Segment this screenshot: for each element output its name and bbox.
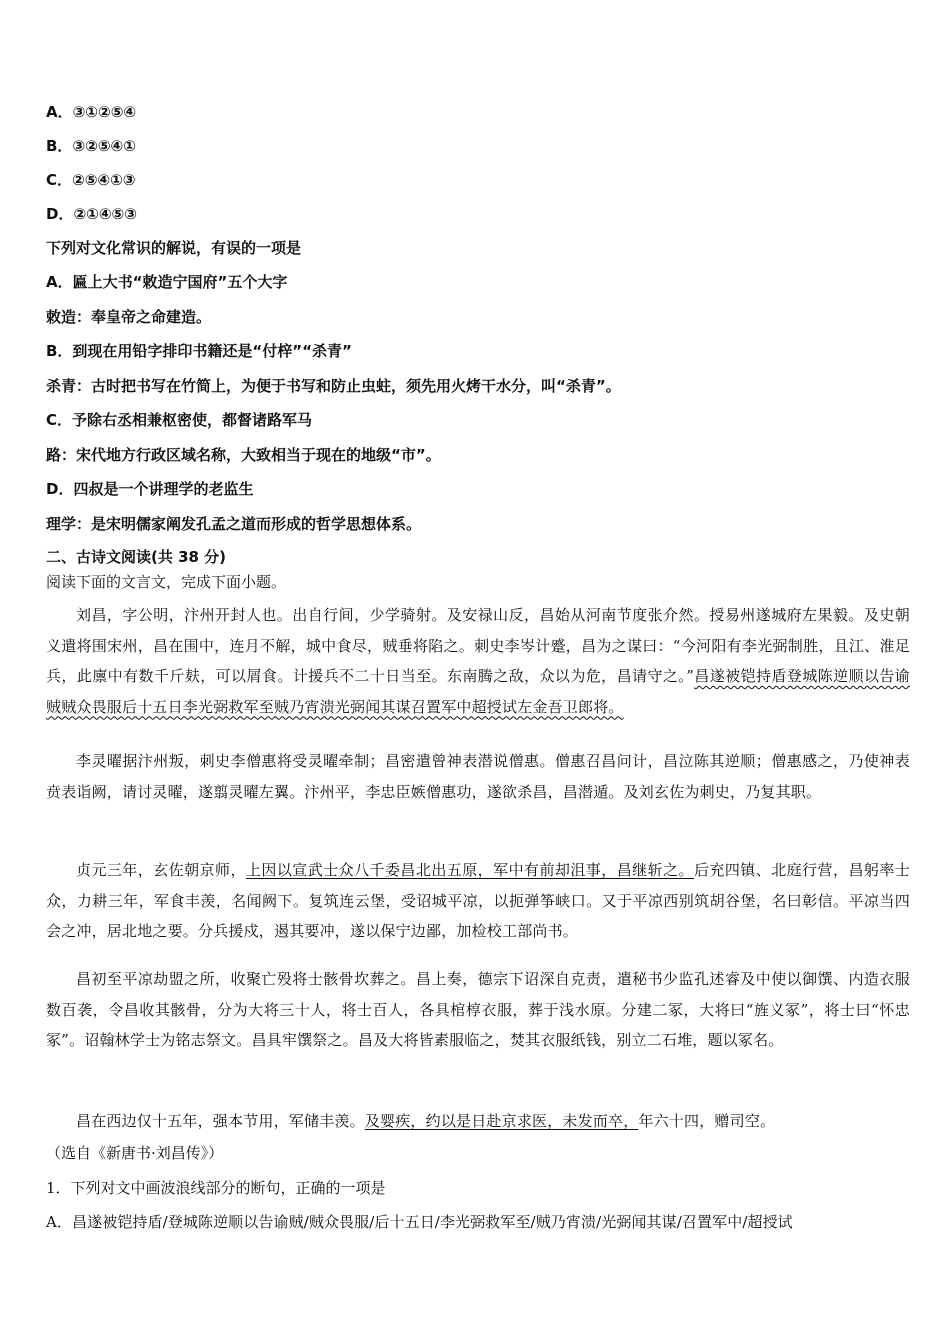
- passage-paragraph-3: [46, 855, 910, 947]
- option-b-prev: B．③②⑤④①: [46, 137, 136, 155]
- underlined-sentence-1: 上因以宣武士众八千委昌北出五原，军中有前却沮事，昌继斩之。: [245, 861, 694, 879]
- culture-note-b: 杀青：古时把书写在竹简上，为便于书写和防止虫蛀，须先用火烤干水分，叫“杀青”。: [46, 377, 621, 395]
- passage-p5-post: 年六十四，赠司空。: [638, 1112, 776, 1130]
- culture-question-stem: 下列对文化常识的解说，有误的一项是: [46, 239, 302, 257]
- culture-note-d: 理学：是宋明儒家阐发孔孟之道而形成的哲学思想体系。: [46, 515, 422, 533]
- question-1-stem: 1．下列对文中画波浪线部分的断句，正确的一项是: [46, 1179, 386, 1197]
- option-d-prev: D．②①④⑤③: [46, 205, 137, 223]
- passage-paragraph-5: [46, 1106, 910, 1137]
- passage-paragraph-4: 昌初至平凉劫盟之所，收聚亡殁将士骸骨坎葬之。昌上奏，德宗下诏深自克责，遣秘书少监孔述睿及中使以御馔、内造衣服数百袭，令昌收其骸骨，分为大将三十人，将士百人，各具棺椁衣服，葬于浅水原。分建二冢，大将曰“旌义冢”，将士曰“怀忠冢”。诏翰林学士为铭志祭文。昌具牢馔祭之。昌及大将皆素服临之，焚其衣服纸钱，别立二石堆，题以冢名。: [46, 970, 910, 1049]
- culture-option-c: C．予除右丞相兼枢密使，都督诸路军马: [46, 411, 313, 429]
- section-instruction: 阅读下面的文言文，完成下面小题。: [46, 573, 287, 591]
- passage-p1-main: 刘昌，字公明，汴州开封人也。出自行间，少学骑射。及安禄山反，昌始从河南节度张介然。授易州遂城府左果毅。及史朝义遣将围宋州，昌在围中，连月不解，城中食尽，贼垂将陷之。刺史李岑计蹙，昌为之谋曰：“今河阳有李光弼制胜，且江、淮足兵，此廪中有数千斤麸，可以屑食。计援兵不二十日当至。东南腾之敌，众以为危，昌请守之。”: [46, 606, 910, 685]
- passage-p3-post: 后充四镇、北庭行营，昌躬率士众，力耕三年，军食丰羡，名闻阙下。复筑连云堡，受诏城平凉，以扼弹筝峡口。又于平凉西别筑胡谷堡，名曰彰信。平凉当四会之冲，居北地之要。分兵援戍，遏其要冲，遂以保宁边鄙，加检校工部尚书。: [46, 861, 910, 940]
- passage-paragraph-2: 李灵曜据汴州叛，刺史李僧惠将受灵曜牵制；昌密遣曾神表潜说僧惠。僧惠召昌问计，昌泣陈其逆顺；僧惠感之，乃使神表贲表诣阙，请讨灵曜，遂翦灵曜左翼。汴州平，李忠臣嫉僧惠功，遂欲杀昌，昌潜遁。及刘玄佐为刺史，乃复其职。: [46, 752, 910, 801]
- culture-option-d: D．四叔是一个讲理学的老监生: [46, 480, 254, 498]
- option-c-prev: C．②⑤④①③: [46, 171, 136, 189]
- underlined-sentence-2: 及婴疾，约以是日赴京求医，未发而卒，: [364, 1112, 639, 1130]
- passage-paragraph-1: [46, 600, 910, 722]
- culture-note-c: 路：宋代地方行政区域名称，大致相当于现在的地级“市”。: [46, 446, 441, 464]
- passage-source: （选自《新唐书·刘昌传》）: [46, 1144, 224, 1162]
- culture-option-a: A．匾上大书“敕造宁国府”五个大字: [46, 273, 288, 291]
- passage-p3-pre: 贞元三年，玄佐朝京师，: [76, 861, 246, 879]
- culture-note-a: 敕造：奉皇帝之命建造。: [46, 308, 212, 326]
- wavy-underlined-sentence: 昌遂被铠持盾登城陈逆顺以告谕贼贼众畏服后十五日李光弼救军至贼乃宵溃光弼闻其谋召置军中超授试左金吾卫郎将。: [46, 667, 910, 716]
- option-a-prev: A．③①②⑤④: [46, 103, 137, 121]
- culture-option-b: B．到现在用铅字排印书籍还是“付梓”“杀青”: [46, 342, 352, 360]
- question-1-option-a: A．昌遂被铠持盾/登城陈逆顺以告谕贼/贼众畏服/后十五日/李光弼救军至/贼乃宵溃/光弼闻其谋/召置军中/超授试: [46, 1213, 793, 1231]
- passage-p5-pre: 昌在西边仅十五年，强本节用，军储丰羡。: [76, 1112, 365, 1130]
- section-title: 二、古诗文阅读(共 38 分): [46, 548, 227, 566]
